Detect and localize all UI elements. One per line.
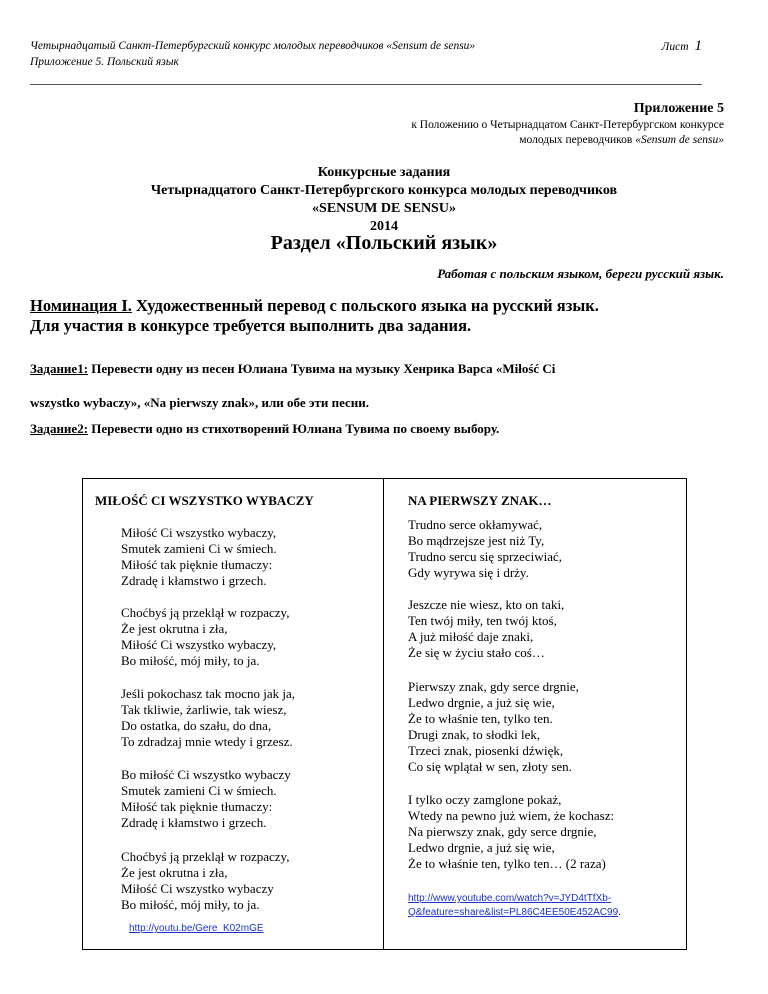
poem-2-stanza — [408, 517, 562, 581]
poem-line: Gdy wyrywa się i drży. — [408, 565, 529, 580]
poem-line: Miłość tak pięknie tłumaczy: — [121, 557, 273, 572]
poem-line: Pierwszy znak, gdy serce drgnie, — [408, 679, 579, 694]
appendix-subtitle-2-italic: «Sensum de sensu» — [635, 134, 724, 146]
appendix-subtitle-1: к Положению о Четырнадцатом Санкт-Петербургском конкурсе — [411, 119, 724, 131]
poem-line: Miłość tak pięknie tłumaczy: — [121, 799, 273, 814]
poem-line: Że to właśnie ten, tylko ten. — [408, 711, 553, 726]
task-2-label: Задание2: — [30, 421, 89, 436]
poem-line: Bo miłość, mój miły, to ja. — [121, 653, 260, 668]
header-line-1: Четырнадцатый Санкт-Петербургский конкурс молодых переводчиков «Sensum de sensu» — [30, 40, 476, 52]
nomination-line-1 — [30, 296, 730, 316]
poem-line: Trudno serce okłamywać, — [408, 517, 543, 532]
task-1 — [30, 352, 730, 420]
poem-2-stanza — [408, 792, 614, 872]
task-2 — [30, 420, 730, 438]
poem-line: Miłość Ci wszystko wybaczy, — [121, 525, 277, 540]
contest-title — [0, 164, 768, 236]
poem-line: Smutek zamieni Ci w śmiech. — [121, 783, 277, 798]
poem-line: Jeśli pokochasz tak mocno jak ja, — [121, 686, 296, 701]
poem-line: Że jest okrutna i zła, — [121, 621, 228, 636]
contest-title-line-1: Конкурсные задания — [317, 165, 451, 180]
poem-1-video-link[interactable]: http://youtu.be/Gere_K02mGE — [129, 923, 264, 934]
contest-title-line-2: Четырнадцатого Санкт-Петербургского конкурса молодых переводчиков — [150, 183, 618, 198]
task-1-line-2: wszystko wybaczy», «Na pierwszy znak», или обе эти песни. — [30, 395, 369, 410]
contest-year: 2014 — [370, 219, 398, 234]
poem-line: A już miłość daje znaki, — [408, 629, 534, 644]
poems-table — [82, 478, 687, 950]
poem-line: Zdradę i kłamstwo i grzech. — [121, 573, 267, 588]
poem-line: Bo mądrzejsze jest niż Ty, — [408, 533, 545, 548]
sheet-label: Лист — [661, 41, 689, 53]
poem-line: Choćbyś ją przeklął w rozpaczy, — [121, 605, 290, 620]
poem-2-stanza — [408, 679, 579, 775]
poem-2-title: NA PIERWSZY ZNAK… — [408, 493, 552, 508]
poem-2-link-line-2[interactable] — [408, 906, 678, 920]
running-header — [30, 38, 702, 70]
poem-2-link-line-1[interactable]: http://www.youtube.com/watch?v=JYD4tTfXb- — [408, 893, 612, 904]
contest-title-line-3: «SENSUM DE SENSU» — [312, 201, 456, 216]
poem-1-stanza — [121, 767, 291, 831]
poem-1-stanza — [121, 605, 289, 669]
poem-line: Ledwo drgnie, a już się wie, — [408, 695, 555, 710]
poem-1-title: MIŁOŚĆ CI WSZYSTKO WYBACZY — [95, 493, 314, 508]
nomination-line-2: Для участия в конкурсе требуется выполнить два задания. — [30, 316, 472, 335]
poem-line: Miłość Ci wszystko wybaczy — [121, 881, 274, 896]
poem-line: Choćbyś ją przeklął w rozpaczy, — [121, 849, 290, 864]
poem-2-column — [384, 479, 686, 949]
poem-line: Zdradę i kłamstwo i grzech. — [121, 815, 267, 830]
appendix-block — [411, 100, 724, 148]
header-line-2: Приложение 5. Польский язык — [30, 56, 179, 68]
poem-line: Na pierwszy znak, gdy serce drgnie, — [408, 824, 597, 839]
poem-2-link-period: . — [618, 907, 621, 918]
poem-line: Ten twój miły, ten twój ktoś, — [408, 613, 557, 628]
header-divider — [30, 84, 702, 85]
nomination-heading — [30, 296, 730, 336]
poem-line: Smutek zamieni Ci w śmiech. — [121, 541, 277, 556]
poem-line: Wtedy na pewno już wiem, że kochasz: — [408, 808, 615, 823]
poem-2-stanza — [408, 597, 564, 661]
appendix-subtitle-2 — [411, 133, 724, 148]
poem-line: Że to właśnie ten, tylko ten… (2 raza) — [408, 856, 606, 871]
poem-line: I tylko oczy zamglone pokaż, — [408, 792, 562, 807]
poem-line: Że jest okrutna i zła, — [121, 865, 228, 880]
poem-1-column — [83, 479, 384, 949]
nomination-label: Номинация I. — [30, 296, 132, 315]
task-1-line-1 — [30, 352, 730, 386]
poem-1-stanza — [121, 525, 277, 589]
poem-2-link-line-2-url[interactable]: Q&feature=share&list=PL86C4EE50E452AC99 — [408, 907, 619, 918]
motto: Работая с польским языком, береги русский язык. — [437, 266, 724, 281]
poem-line: Miłość Ci wszystko wybaczy, — [121, 637, 277, 652]
poem-line: Jeszcze nie wiesz, kto on taki, — [408, 597, 565, 612]
task-2-text: Перевести одно из стихотворений Юлиана Тувима по своему выбору. — [88, 421, 500, 436]
poem-line: Do ostatka, do szału, do dna, — [121, 718, 272, 733]
sheet-indicator — [662, 38, 702, 55]
poem-line: Trudno sercu się sprzeciwiać, — [408, 549, 563, 564]
poem-line: To zdradzaj mnie wtedy i grzesz. — [121, 734, 293, 749]
poem-line: Trzeci znak, piosenki dźwięk, — [408, 743, 564, 758]
poem-line: Bo miłość Ci wszystko wybaczy — [121, 767, 291, 782]
poem-line: Że się w życiu stało coś… — [408, 645, 545, 660]
sheet-number: 1 — [694, 38, 702, 54]
appendix-title: Приложение 5 — [633, 101, 724, 116]
poem-line: Drugi znak, to słodki lek, — [408, 727, 541, 742]
poem-line: Ledwo drgnie, a już się wie, — [408, 840, 555, 855]
poem-line: Bo miłość, mój miły, to ja. — [121, 897, 260, 912]
nomination-text: Художественный перевод с польского языка на русский язык. — [131, 296, 599, 315]
poem-1-stanza — [121, 686, 295, 750]
section-title: Раздел «Польский язык» — [270, 232, 498, 254]
poem-2-video-link[interactable] — [408, 892, 678, 920]
task-1-text-1: Перевести одну из песен Юлиана Тувима на музыку Хенрика Варса «Miłość Ci — [88, 361, 556, 376]
task-1-label: Задание1: — [30, 361, 89, 376]
poem-line: Co się wplątał w sen, złoty sen. — [408, 759, 572, 774]
appendix-subtitle-2-plain: молодых переводчиков — [519, 134, 636, 146]
poem-line: Tak tkliwie, żarliwie, tak wiesz, — [121, 702, 287, 717]
poem-1-stanza — [121, 849, 289, 913]
